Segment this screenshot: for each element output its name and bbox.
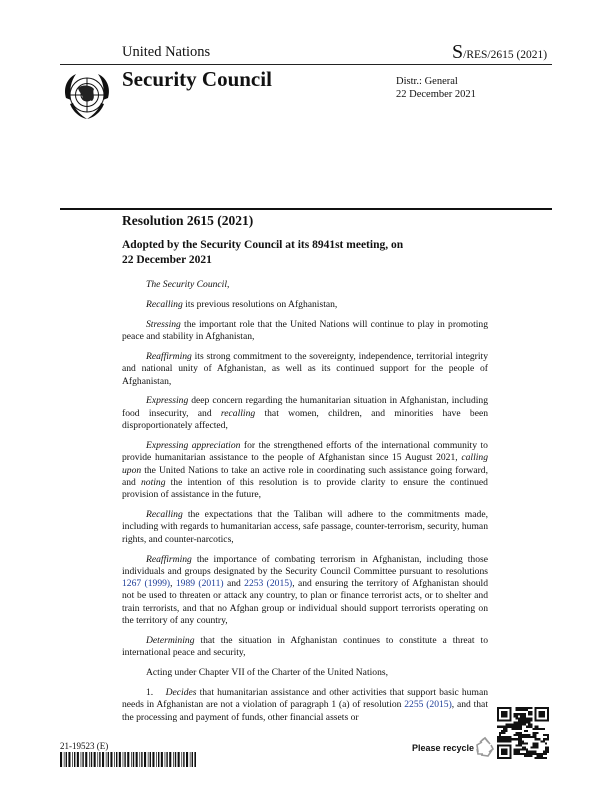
resolution-body xyxy=(122,279,488,731)
italic-term: calling upon xyxy=(122,452,488,476)
italic-lead: Decides xyxy=(165,686,197,698)
symbol-rest: /RES/2615 (2021) xyxy=(463,49,548,61)
preamble-paragraph xyxy=(122,554,488,628)
paragraph-text: the intention of this resolution is to provide clarity to ensure the continued provision of assistance in the future, xyxy=(122,476,488,501)
italic-lead: Stressing xyxy=(146,318,181,330)
adoption-heading xyxy=(122,238,462,268)
paragraph-text: , and ensuring the territory of Afghanistan should not be used to threaten or attack any country, to plan or finance terrorist acts, or to shelter and train terrorists, and that no Afghan group or individual should support terrorists operating on the territory of any country, xyxy=(122,578,489,626)
document-number: 21-19523 (E) xyxy=(60,741,109,751)
header-rule xyxy=(60,64,552,65)
resolution-link-1267[interactable]: 1267 (1999) xyxy=(122,578,171,590)
paragraph-text: its previous resolutions on Afghanistan, xyxy=(182,298,338,310)
preamble-paragraph xyxy=(122,635,488,660)
paragraph-text: its strong commitment to the sovereignty, independence, territorial integrity and national unity of Afghanistan, as well as its continued support for the people of Afghanistan, xyxy=(122,350,488,387)
paragraph-text: that the situation in Afghanistan continues to constitute a threat to international peace and security, xyxy=(122,634,488,659)
paragraph-text: that humanitarian assistance and other activities that support basic human needs in Afghanistan are not a violation of paragraph 1 (a) of resolution xyxy=(122,686,488,711)
recycle-label: Please recycle xyxy=(412,743,475,753)
barcode-icon xyxy=(60,752,196,767)
paragraph-text: , xyxy=(170,578,176,590)
italic-lead: Recalling xyxy=(146,509,183,521)
preamble-paragraph xyxy=(122,319,488,344)
paragraph-text: , and that the processing and payment of funds, other financial assets or xyxy=(122,699,488,723)
issue-date: 22 December 2021 xyxy=(396,89,476,100)
distribution-block xyxy=(396,75,476,101)
paragraph-text: , xyxy=(227,279,230,290)
paragraph-text: that women, children, and minorities have been disproportionately affected, xyxy=(122,407,489,432)
resolution-link-1989[interactable]: 1989 (2011) xyxy=(175,578,224,590)
italic-lead: Expressing xyxy=(146,395,189,407)
paragraph-text: deep concern regarding the humanitarian situation in Afghanistan, including food insecurity, and xyxy=(122,395,488,419)
preamble-paragraph: Acting under Chapter VII of the Charter of the United Nations, xyxy=(146,667,388,679)
un-emblem-icon xyxy=(58,68,116,126)
organ-name: Security Council xyxy=(122,67,272,91)
preamble-paragraph xyxy=(122,509,488,546)
italic-term: noting xyxy=(140,476,166,488)
paragraph-text: for the strengthened efforts of the international community to provide humanitarian assistance to the people of Afghanistan since 15 August 2021, xyxy=(122,439,488,464)
preamble-paragraph xyxy=(122,279,488,291)
paragraph-text: and xyxy=(223,578,245,590)
italic-lead: Reaffirming xyxy=(146,350,192,362)
distribution-label: Distr.: General xyxy=(396,76,458,87)
preamble-paragraph xyxy=(122,395,488,432)
italic-lead: Reaffirming xyxy=(146,553,192,565)
resolution-title: Resolution 2615 (2021) xyxy=(122,213,254,228)
paragraph-text: the United Nations to take an active role in coordinating such assistance going forward, and xyxy=(122,464,488,488)
italic-lead: The Security Council xyxy=(146,279,227,290)
operative-paragraph xyxy=(122,687,488,724)
preamble-paragraph xyxy=(122,351,488,388)
paragraph-text: the important role that the United Nations will continue to play in promoting peace and stability in Afghanistan, xyxy=(122,318,488,343)
recycle-icon xyxy=(474,736,496,758)
preamble-paragraph xyxy=(122,440,488,501)
italic-term: recalling xyxy=(220,407,256,419)
italic-lead: Expressing appreciation xyxy=(146,439,241,451)
symbol-letter: S xyxy=(452,41,464,63)
resolution-link-2255[interactable]: 2255 (2015) xyxy=(404,699,452,711)
resolution-link-2253[interactable]: 2253 (2015) xyxy=(244,578,293,590)
italic-lead: Recalling xyxy=(146,298,183,310)
paragraph-number: 1. xyxy=(146,686,154,698)
adoption-line-1: Adopted by the Security Council at its 8941st meeting, on xyxy=(122,239,404,251)
paragraph-text: the expectations that the Taliban will adhere to the commitments made, including with regards to humanitarian access, safe passage, counter-terrorism, security, human rights, and counter-narcotics, xyxy=(122,509,488,545)
organization-name: United Nations xyxy=(122,44,211,60)
document-symbol xyxy=(452,41,547,64)
preamble-paragraph xyxy=(122,299,488,311)
italic-lead: Determining xyxy=(146,634,195,646)
qr-code-icon xyxy=(497,707,549,759)
title-rule xyxy=(60,208,552,210)
paragraph-text: the importance of combating terrorism in Afghanistan, including those individuals and groups designated by the Security Council Committee pursuant to resolutions xyxy=(122,553,488,577)
adoption-line-2: 22 December 2021 xyxy=(122,254,212,266)
